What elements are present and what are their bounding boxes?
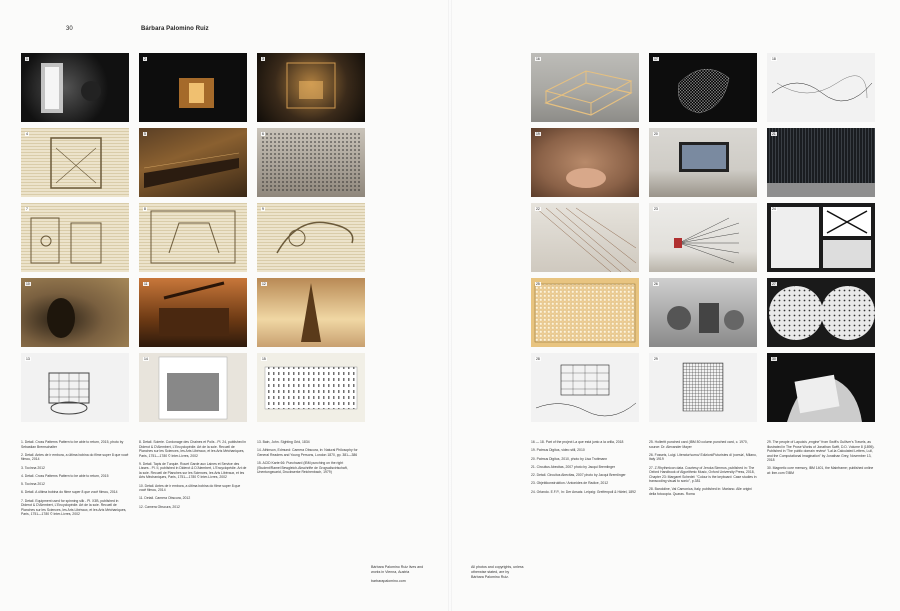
figure-number: 22: [536, 207, 540, 211]
figure-artwork: [139, 128, 247, 197]
figure-caption: 28. Bandoline, Val Camonica, Italy, published in: Mariano. Alle origini della fotocopia. Quaras. Roma: [649, 487, 752, 496]
figure-image-27: [767, 278, 875, 347]
figure-artwork: [649, 53, 757, 122]
figure-caption: 1. Detail. Cross Patterns Pattern to be able to return, 2015, photo by Sebastian Bremschalter: [21, 440, 124, 449]
figure-number: 23: [654, 207, 658, 211]
figure-artwork: [21, 353, 129, 422]
figure-artwork: [257, 128, 365, 197]
figure-image-2: [139, 53, 247, 122]
figure-number: 6: [262, 132, 264, 136]
figure-caption: 10. Detail. Antes de ir embora, a última bobina do filme super 8 que você filmou, 2014: [139, 483, 241, 493]
figure-caption: 4. Detail. Cross Patterns Pattern to be able to return, 2015: [21, 473, 109, 478]
figure-number: 24: [772, 207, 776, 211]
figure-caption: 6. Detail. A última bobina do filme super 8 que você filmou, 2014: [21, 490, 118, 495]
figure-artwork: [139, 353, 247, 422]
figure-image-19: [531, 128, 639, 197]
caption-column: [531, 440, 639, 496]
figure-artwork: [21, 128, 129, 197]
figure-image-3: [257, 53, 365, 122]
figure-artwork: [767, 128, 875, 197]
figure-image-26: [649, 278, 757, 347]
figure-artwork: [257, 278, 365, 347]
figure-number: 16: [536, 57, 540, 61]
book-gutter: [448, 0, 452, 611]
figure-caption: 25. Holleritt punched card (IBM 80 column punched card, c. 1970, source: Dr. Alexander Mayer: [649, 440, 748, 449]
right-image-grid: [531, 53, 875, 422]
figure-image-21: [767, 128, 875, 197]
left-image-grid: [21, 53, 365, 422]
figure-artwork: [139, 53, 247, 122]
figure-number: 7: [26, 207, 28, 211]
figure-artwork: [531, 128, 639, 197]
footer-copyright: [471, 565, 541, 580]
figure-caption: 24. Orlando. E.F.P., In: Der Ansatz. Leipzig: Greifenpoll & Härtel, 1892: [531, 489, 636, 494]
figure-image-30: [767, 353, 875, 422]
figure-caption: 9. Detail. Tapis de Turquie. Rouet Garde aux Laines et Service des Lisses - Pl. II, published in Diderot & D'Alembert, L'Encyclopédie. Art de la soie. Recueil de Planches sur les Sciences, les Arts Libéraux, et les Arts Méchaniques, Paris, 1751—1780 © Inter-Livres, 2002: [139, 461, 247, 480]
figure-caption: 20. Patmus Digitus, 2010, photo by Lisa Truttmann: [531, 456, 608, 461]
left-captions: [21, 440, 365, 517]
figure-image-24: [767, 203, 875, 272]
figure-number: 14: [144, 357, 148, 361]
figure-number: 3: [262, 57, 264, 61]
figure-caption: 12. Camera Obscura, 2012: [139, 504, 180, 509]
figure-caption: 23. Objektkonstruktion / Antonides de Radice, 2012: [531, 481, 609, 486]
figure-caption: 13. Bain, John. Sighting Grid, 1834: [257, 440, 310, 444]
figure-image-14: [139, 353, 247, 422]
figure-image-9: [257, 203, 365, 272]
figure-number: 10: [26, 282, 30, 286]
figure-image-10: [21, 278, 129, 347]
figure-image-8: [139, 203, 247, 272]
figure-artwork: [139, 203, 247, 272]
figure-number: 13: [26, 357, 30, 361]
figure-artwork: [531, 53, 639, 122]
author-name: Bárbara Palomino Ruiz: [141, 26, 209, 32]
figure-image-25: [531, 278, 639, 347]
figure-caption: 21. Circuitus Abecitas, 2007 photo by Jacqui Bremlinger: [531, 464, 616, 469]
figure-image-16: [531, 53, 639, 122]
figure-image-1: [21, 53, 129, 122]
figure-caption: 8. Detail. Soierie. Cordonage des Chaines et Poils - Pl. 24, published in Diderot & D'Alembert, L'Encyclopédie. Art de la soie. Recueil de Planches sur les Sciences, les Arts Libéraux, et les Arts Méchaniques, Paris, 1751—1780 © Inter-Livres, 2002: [139, 440, 247, 458]
figure-number: 27: [772, 282, 776, 286]
figure-caption: 16 — 18. Part of the project La que está junto a la orilla, 2018: [531, 440, 624, 444]
caption-column: [139, 440, 247, 517]
figure-number: 1: [26, 57, 28, 61]
figure-artwork: [767, 353, 875, 422]
figure-image-18: [767, 53, 875, 122]
figure-caption: 27. Z.Rhythmicon data. Courtesy of Jeroka Simmos, published in: The Oxford Handbook of Algorithmic Music, Oxford University Press, 2018, Chapter 23: Margaret Schedel: "Colour is the keyboard: Case studies in transcoding visual to sonic", p.381: [649, 465, 757, 484]
caption-column: [21, 440, 129, 517]
figure-artwork: [257, 203, 365, 272]
figure-caption: 14. Athinson, Edmund: Camera Obscura, in: Natural Philosophy for General Readers and Young Persons, London 1870, pp. 381—386: [257, 448, 358, 457]
figure-caption: 2. Detail. Antes de ir embora, a última bobina do filme super 8 que você filmou, 2014: [21, 452, 129, 462]
figure-artwork: [531, 203, 639, 272]
figure-artwork: [767, 53, 875, 122]
footer-line: All photos and copyrights, unless: [471, 565, 524, 569]
figure-image-22: [531, 203, 639, 272]
page-number: 30: [66, 26, 73, 32]
figure-artwork: [21, 53, 129, 122]
figure-number: 11: [144, 282, 148, 286]
figure-number: 9: [262, 207, 264, 211]
figure-caption: 30. Magnetic core memory, IBM 1401, the Mainframe; published online at: ibm.com ©IBM: [767, 466, 874, 475]
figure-image-4: [21, 128, 129, 197]
figure-number: 18: [772, 57, 776, 61]
figure-artwork: [257, 353, 365, 422]
figure-number: 19: [536, 132, 540, 136]
caption-column: [767, 440, 875, 496]
figure-number: 8: [144, 207, 146, 211]
footer-line: works in Vienna, Austria: [371, 570, 410, 574]
caption-column: [649, 440, 757, 496]
caption-column: [257, 440, 365, 517]
figure-image-12: [257, 278, 365, 347]
figure-number: 20: [654, 132, 658, 136]
figure-number: 26: [654, 282, 658, 286]
figure-artwork: [531, 353, 639, 422]
figure-number: 28: [536, 357, 540, 361]
figure-number: 2: [144, 57, 146, 61]
figure-artwork: [531, 278, 639, 347]
figure-caption: 15. ACID Karte 66: Punchcard (IBM punching on the right (Student/Ramel Bewgleich-Abschrifte de Grogvalisvirtschaft, Unentungsvarid, Druckwerke Reichenbach, 1979): [257, 461, 348, 475]
figure-caption: 22. Detail. Circuitus Abecitas, 2007 photo by Jacqui Bremlinger: [531, 473, 626, 478]
footer-line: Bárbara Palomino Ruiz.: [471, 575, 509, 579]
footer-line: Bárbara Palomino Ruiz lives and: [371, 565, 424, 569]
figure-number: 17: [654, 57, 658, 61]
figure-number: 4: [26, 132, 28, 136]
figure-artwork: [257, 53, 365, 122]
figure-caption: 5. Tocinna 2012: [21, 482, 45, 487]
footer-website: barbarapalomino.com: [371, 579, 406, 583]
figure-image-29: [649, 353, 757, 422]
footer-author-info: [371, 565, 437, 584]
figure-caption: 19. Patmus Digitus, video still, 2010: [531, 448, 585, 453]
figure-image-7: [21, 203, 129, 272]
figure-number: 29: [654, 357, 658, 361]
figure-image-20: [649, 128, 757, 197]
figure-caption: 29. The people of Laputa's „engine" from Swift's Gulliver's Travels, as illustrated in The Prose Works of Jonathan Swift, D.D. Volume 8 (1895). Published in 'The public domain review' "Lal.la Calculated Letters, Lull, and the Computational Imagination" by Jonathan Grey, November 13, 2018: [767, 440, 875, 462]
figure-number: 12: [262, 282, 266, 286]
figure-image-11: [139, 278, 247, 347]
figure-artwork: [649, 203, 757, 272]
figure-caption: 26. Fosseis, Luigi. Literatur'sumo/ Edizioni/Futuristes di 'poesia', Milano, Italy 1919: [649, 452, 757, 462]
right-captions: [531, 440, 875, 496]
figure-image-23: [649, 203, 757, 272]
figure-number: 15: [262, 357, 266, 361]
figure-artwork: [649, 278, 757, 347]
footer-line: otherwise stated, are by: [471, 570, 510, 574]
figure-caption: 3. Tocinna 2012: [21, 465, 45, 470]
figure-artwork: [21, 278, 129, 347]
figure-number: 21: [772, 132, 776, 136]
figure-image-6: [257, 128, 365, 197]
figure-image-28: [531, 353, 639, 422]
figure-artwork: [767, 278, 875, 347]
figure-number: 25: [536, 282, 540, 286]
figure-artwork: [649, 353, 757, 422]
figure-image-15: [257, 353, 365, 422]
figure-artwork: [649, 128, 757, 197]
figure-image-5: [139, 128, 247, 197]
figure-artwork: [139, 278, 247, 347]
figure-number: 5: [144, 132, 146, 136]
figure-image-17: [649, 53, 757, 122]
figure-number: 30: [772, 357, 776, 361]
figure-artwork: [767, 203, 875, 272]
figure-caption: 11. Detail. Camera Obscura, 2012: [139, 496, 191, 501]
figure-artwork: [21, 203, 129, 272]
figure-image-13: [21, 353, 129, 422]
figure-caption: 7. Detail. Equipment used for spinning silk - Pl. X3B, published in Diderot & D'Alembert, L'Encyclopédie. Art de la soie. Recueil de Planches sur les Sciences, les Arts Libéraux, et les Arts Méchaniques, Paris, 1751—1780 © Inter-Livres, 2002: [21, 498, 127, 517]
